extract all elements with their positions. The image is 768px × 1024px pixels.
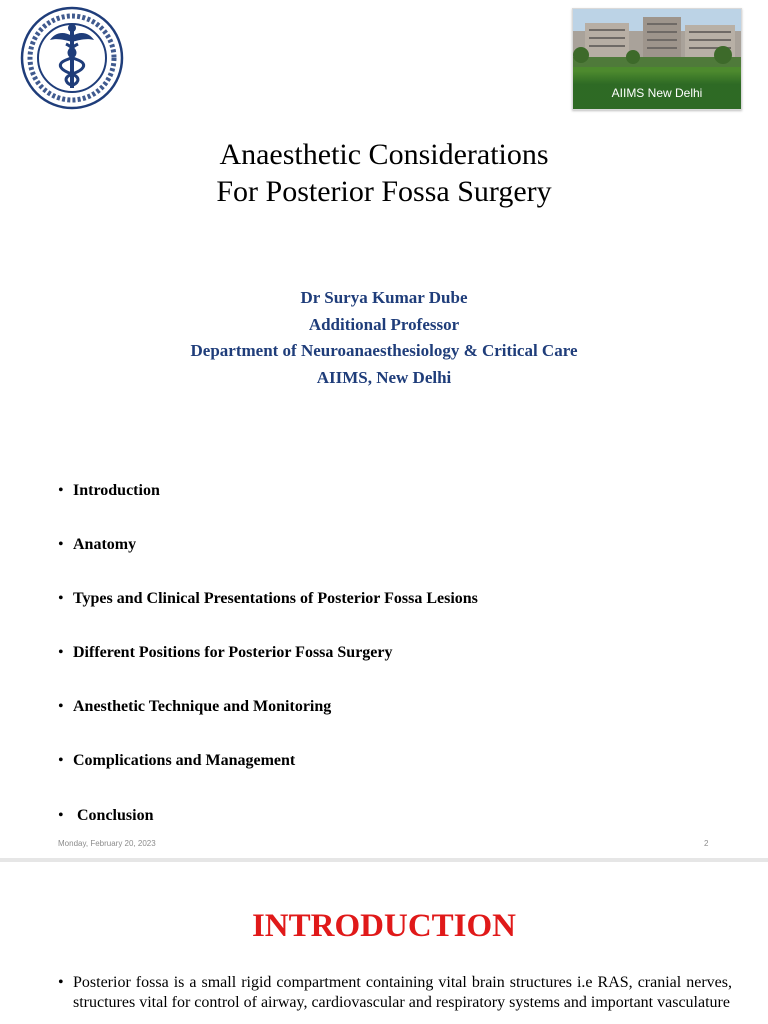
agenda-item-text: Anesthetic Technique and Monitoring bbox=[73, 698, 332, 715]
author-department: Department of Neuroanaesthesiology & Critical Care bbox=[190, 341, 578, 360]
title-slide bbox=[0, 0, 768, 440]
agenda-item-text: Different Positions for Posterior Fossa Surgery bbox=[73, 644, 393, 661]
agenda-item bbox=[58, 481, 160, 501]
slide-title-line-2: For Posterior Fossa Surgery bbox=[216, 175, 552, 208]
bullet: • bbox=[58, 974, 64, 991]
page-number: 2 bbox=[704, 839, 709, 848]
slide-title-line-1: Anaesthetic Considerations bbox=[219, 138, 549, 171]
agenda-item-text: Types and Clinical Presentations of Posterior Fossa Lesions bbox=[73, 590, 478, 607]
agenda-item bbox=[58, 806, 153, 826]
bullet: • bbox=[58, 482, 64, 499]
agenda-item-text: Introduction bbox=[73, 482, 160, 499]
agenda-item bbox=[58, 589, 478, 609]
agenda-item bbox=[58, 751, 295, 771]
bullet: • bbox=[58, 807, 64, 824]
agenda-item bbox=[58, 643, 393, 663]
footer-date: Monday, February 20, 2023 bbox=[58, 839, 156, 848]
bullet: • bbox=[58, 590, 64, 607]
author-institution: AIIMS, New Delhi bbox=[316, 367, 452, 387]
introduction-text: Posterior fossa is a small rigid compartment containing vital brain structures i.e RAS, cranial nerves, structures vital for control of airway, cardiovascular and respiratory systems and important vasculature bbox=[73, 974, 732, 1011]
author-name: Dr Surya Kumar Dube bbox=[300, 288, 468, 307]
author-title: Additional Professor bbox=[308, 314, 460, 334]
aiims-logo bbox=[20, 6, 124, 110]
introduction-paragraph bbox=[58, 973, 732, 1012]
agenda-item-text: Conclusion bbox=[73, 807, 154, 824]
bullet: • bbox=[58, 644, 64, 661]
campus-photo bbox=[572, 8, 742, 110]
photo-caption: AIIMS New Delhi bbox=[573, 71, 741, 109]
bullet: • bbox=[58, 536, 64, 553]
agenda-item-text: Complications and Management bbox=[73, 752, 296, 769]
agenda-item bbox=[58, 535, 136, 555]
agenda-item-text: Anatomy bbox=[73, 536, 137, 553]
introduction-heading: INTRODUCTION bbox=[251, 908, 517, 944]
agenda-item bbox=[58, 697, 331, 717]
bullet: • bbox=[58, 752, 64, 769]
bullet: • bbox=[58, 698, 64, 715]
